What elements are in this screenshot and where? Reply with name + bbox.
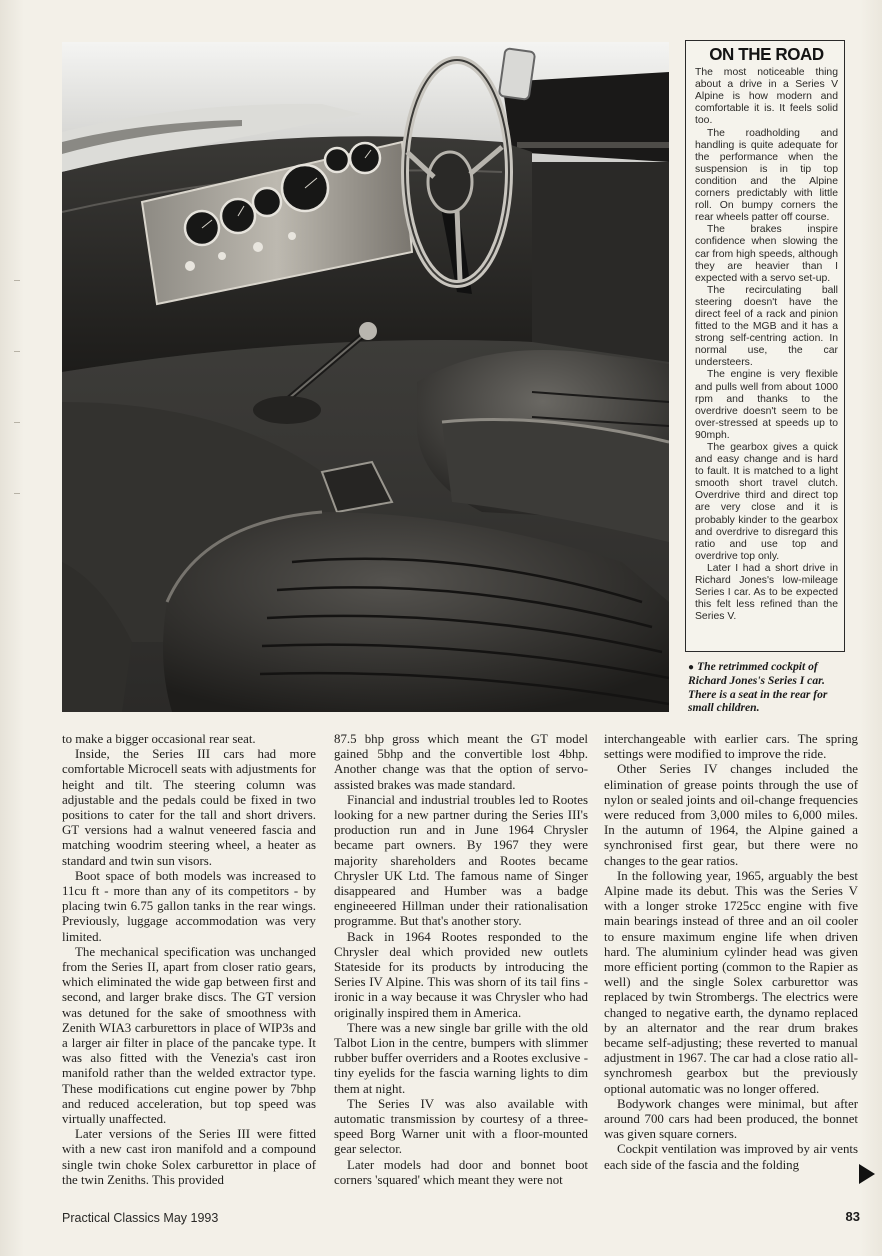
sidebar-title: ON THE ROAD [709,44,824,65]
article-paragraph: to make a bigger occasional rear seat. [62,732,256,746]
sidebar-paragraph: The engine is very flexible and pulls well from about 1000 rpm and thanks to the overdrive doesn't seem to be over-stressed at speeds up to 90mph. [695,369,838,441]
article-paragraph: Financial and industrial troubles led to Rootes looking for a new partner during the Series III's production run and in June 1964 Chrysler became part owners. By 1967 they were majority shareholders and Rootes became Chrysler UK Ltd. The famous name of Singer disappeared and Humber was a badge engineeered Hillman under their rationalisation programme. But that's another story. [334,792,588,929]
sidebar-paragraph: The recirculating ball steering doesn't have the direct feel of a rack and pinion fitted to the MGB and it has a strong self-centring action. In normal use, the car understeers. [695,284,838,369]
article-paragraph: Later models had door and bonnet boot corners 'squared' which meant they were not [334,1157,588,1187]
sidebar-paragraph: The gearbox gives a quick and easy change and is hard to fault. It is matched to a light smooth short travel clutch. Overdrive third and direct top are very close and it is probably kinder to the gearbox and overdrive to disregard this ratio and use top and overdrive top only. [695,442,838,562]
article-paragraph: In the following year, 1965, arguably the best Alpine made its debut. This was the Series V with a longer stroke 1725cc engine with five main bearings instead of three and an oil cooler to ensure maximum engine life when driven hard. The aluminium cylinder head was given more efficient porting (common to the Rapier as well) and the single Solex carburettor was replaced by twin Strombergs. The electrics were changed to negative earth, the dynamo replaced by an alternator and the rear drum brakes became self-adjusting; these reverted to manual adjustment in 1967. The car had a close ratio all-synchromesh gearbox but the previously optional automatic was no longer offered. [604,868,858,1096]
page-number: 83 [845,1209,860,1224]
article-paragraph: The Series IV was also available with automatic transmission by courtesy of a three-speed Borg Warner unit with a floor-mounted gear selector. [334,1096,588,1157]
article-paragraph: Bodywork changes were minimal, but after around 700 cars had been produced, the bonnet was given square corners. [604,1096,858,1142]
article-paragraph: Back in 1964 Rootes responded to the Chrysler deal which provided new outlets Stateside for its products by introducing the Series IV Alpine. This was shorn of its tail fins - ironic in a way because it was Chrysler who had originally inspired them in America. [334,929,588,1020]
article-paragraph: Later versions of the Series III were fitted with a new cast iron manifold and a compound single twin choke Solex carburettor in place of the twin Zeniths. This provided [62,1127,316,1187]
article-column-1 [62,732,316,1188]
on-the-road-sidebar [685,40,845,652]
article-paragraph: The mechanical specification was unchanged from the Series II, apart from closer ratio gears, which eliminated the wide gap between first and second, and larger brake discs. The GT version was detuned for the sake of smoothness with Zenith WIA3 carburettors in place of WIP3s and a larger air filter in place of the pancake type. It was also fitted with the Venezia's cast iron manifold rather than the welded extractor type. These modifications cut engine power by 7bhp and reduced acceleration, but top speed was virtually unaffected. [62,944,316,1127]
article-paragraph: interchangeable with earlier cars. The spring settings were modified to improve the ride. [604,732,858,762]
cockpit-illustration [62,42,669,712]
caption-text: The retrimmed cockpit of Richard Jones's Series I car. There is a seat in the rear for small children. [688,660,828,715]
sidebar-paragraph: The brakes inspire confidence when slowing the car from high speeds, although they are heavier than I expected with a servo set-up. [695,224,838,284]
publication-footer: Practical Classics May 1993 [62,1211,219,1225]
continue-arrow-icon [859,1164,875,1184]
article-paragraph: Other Series IV changes included the elimination of grease points through the use of nylon or sealed joints and oil-change frequencies were reduced from 3,000 miles to 6,000 miles. In the autumn of 1964, the Alpine gained a synchronised first gear, but there were no changes to the gear ratios. [604,762,858,868]
cockpit-photo [62,42,669,712]
article-paragraph: Boot space of both models was increased to 11cu ft - more than any of its competitors - by placing twin 6.75 gallon tanks in the rear wings. Previously, luggage accommodation was very limited. [62,868,316,944]
article-column-2 [334,732,588,1188]
photo-caption [688,660,856,715]
article-paragraph: Cockpit ventilation was improved by air vents each side of the fascia and the folding [604,1142,858,1172]
article-paragraph: 87.5 bhp gross which meant the GT model gained 5bhp and the convertible lost 4bhp. Another change was that the option of servo-assisted brakes was made standard. [334,732,588,792]
article-paragraph: There was a new single bar grille with the old Talbot Lion in the centre, bumpers with slimmer rubber buffer overriders and a Rootes exclusive - tiny eyelids for the fascia warning lights to dim them at night. [334,1020,588,1096]
margin-marks [14,280,24,564]
caption-bullet-icon: ● [688,662,695,673]
sidebar-paragraph: Later I had a short drive in Richard Jones's low-mileage Series I car. As to be expected this felt less refined than the Series V. [695,562,838,623]
article-paragraph: Inside, the Series III cars had more comfortable Microcell seats with adjustments for height and tilt. The steering column was adjustable and the pedals could be fixed in two positions to cater for the tall and short drivers. GT versions had a walnut veneered fascia and matching woodrim steering wheel, a heater as standard and twin sun visors. [62,747,316,868]
article-column-3 [604,732,858,1173]
sidebar-paragraph: The roadholding and handling is quite adequate for the performance when the suspension is in tip top condition and the Alpine corners predictably with little roll. On bumpy corners the rear wheels patter off course. [695,127,838,224]
sidebar-paragraph: The most noticeable thing about a drive in a Series V Alpine is how modern and comfortable it is. It feels solid too. [695,67,838,127]
